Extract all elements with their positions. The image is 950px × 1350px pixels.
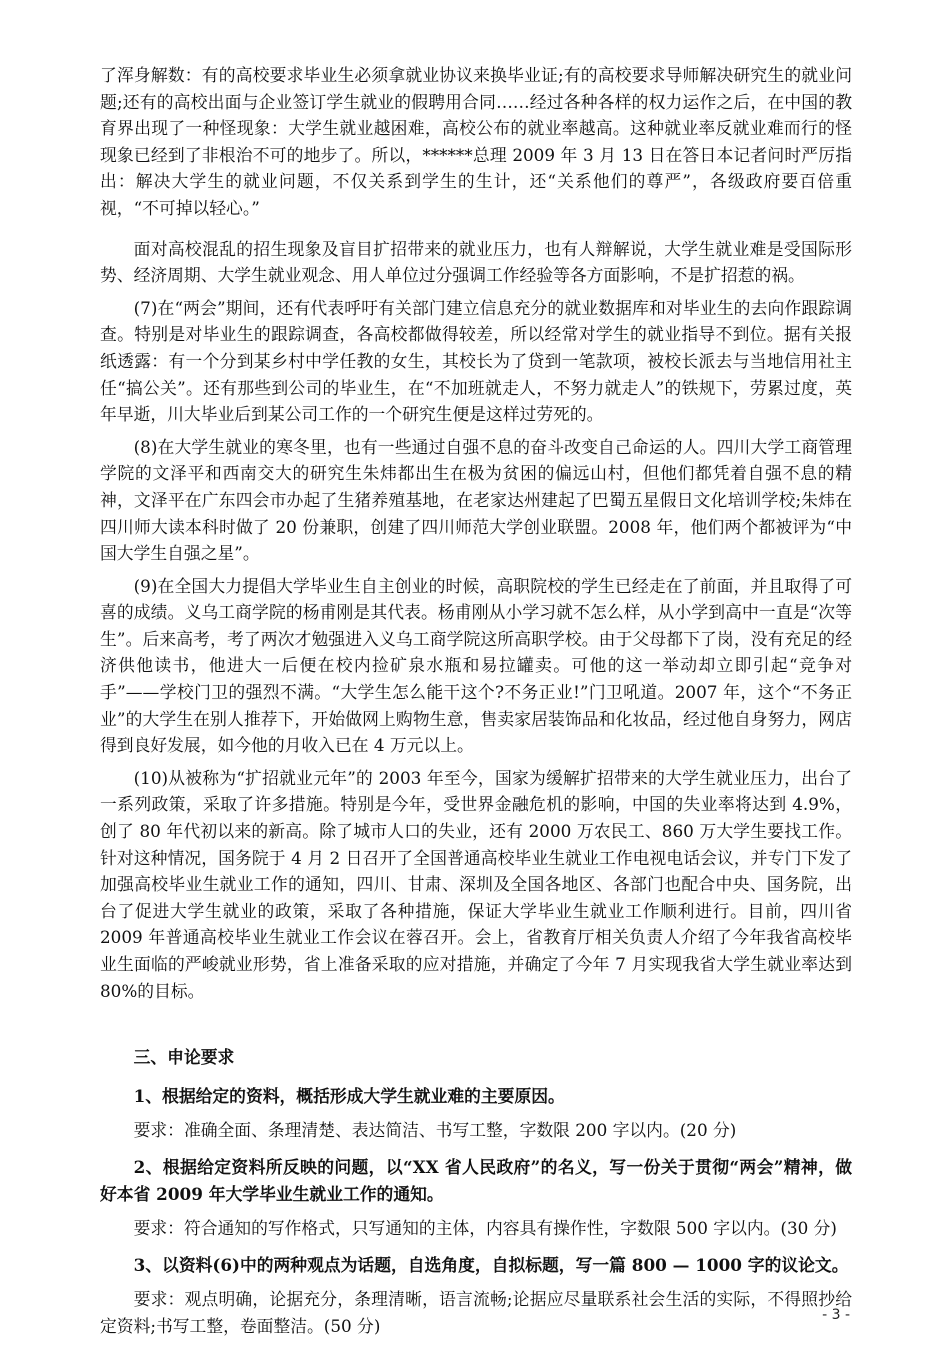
question-1: 1、根据给定的资料，概括形成大学生就业难的主要原因。 bbox=[133, 1085, 565, 1106]
paragraph-material-10: (10)从被称为“扩招就业元年”的 2003 年至今，国家为缓解扩招带来的大学生就业压力，出台了一系列政策，采取了许多措施。特别是今年，受世界金融危机的影响，中国的失业率将达到 4.9%，创了 80 年代初以来的新高。除了城市人口的失业，还有 2000 万农民工、860 万大学生要找工作。针对这种情况，国务院于 4 月 2 日召开了全国普通高校毕业生就业工作电视电话会议，并专门下发了加强高校毕业生就业工作的通知，四川、甘肃、深圳及全国各地区、各部门也配合中央、国务院，出台了促进大学生就业的政策，采取了各种措施，保证大学毕业生就业工作顺利进行。目前，四川省 2009 年普通高校毕业生就业工作会议在蓉召开。会上，省教育厅相关负责人介绍了今年我省高校毕业生面临的严峻就业形势，省上准备采取的应对措施，并确定了今年 7 月实现我省大学生就业率达到 80%的目标。 bbox=[100, 767, 852, 1001]
requirement-1: 要求：准确全面、条理清楚、表达简洁、书写工整，字数限 200 字以内。(20 分) bbox=[133, 1120, 737, 1141]
paragraph-material-9: (9)在全国大力提倡大学毕业生自主创业的时候，高职院校的学生已经走在了前面，并且取得了可喜的成绩。义乌工商学院的杨甫刚是其代表。杨甫刚从小学习就不怎么样，从小学到高中一直是“次等生”。后来高考，考了两次才勉强进入义乌工商学院这所高职学校。由于父母都下了岗，没有充足的经济供他读书，他进大一后便在校内捡矿泉水瓶和易拉罐卖。可他的这一举动却立即引起“竞争对手”——学校门卫的强烈不满。“大学生怎么能干这个?不务正业!”门卫吼道。2007 年，这个“不务正业”的大学生在别人推荐下，开始做网上购物生意，售卖家居装饰品和化妆品，经过他自身努力，网店得到良好发展，如今他的月收入已在 4 万元以上。 bbox=[100, 575, 852, 756]
paragraph-counterargument: 面对高校混乱的招生现象及盲目扩招带来的就业压力，也有人辩解说，大学生就业难是受国际形势、经济周期、大学生就业观念、用人单位过分强调工作经验等各方面影响，不是扩招惹的祸。 bbox=[100, 238, 852, 286]
question-3: 3、以资料(6)中的两种观点为话题，自选角度，自拟标题，写一篇 800 — 1000 字的议论文。 bbox=[133, 1254, 849, 1275]
requirement-3: 要求：观点明确，论据充分，条理清晰，语言流畅;论据应尽量联系社会生活的实际，不得照抄给定资料;书写工整，卷面整洁。(50 分) bbox=[100, 1289, 852, 1336]
requirement-2: 要求：符合通知的写作格式，只写通知的主体，内容具有操作性，字数限 500 字以内。(30 分) bbox=[133, 1218, 837, 1239]
page-number: - 3 - bbox=[822, 1307, 850, 1323]
paragraph-continuation: 了浑身解数：有的高校要求毕业生必须拿就业协议来换毕业证;有的高校要求导师解决研究生的就业问题;还有的高校出面与企业签订学生就业的假聘用合同……经过各种各样的权力运作之后，在中国的教育界出现了一种怪现象：大学生就业越困难，高校公布的就业率越高。这种就业率反就业难而行的怪现象已经到了非根治不可的地步了。所以，******总理 2009 年 3 月 13 日在答日本记者问时严厉指出：解决大学生的就业问题，不仅关系到学生的生计，还“关系他们的尊严”，各级政府要百倍重视，“不可掉以轻心。” bbox=[100, 65, 852, 218]
paragraph-material-8: (8)在大学生就业的寒冬里，也有一些通过自强不息的奋斗改变自己命运的人。四川大学工商管理学院的文泽平和西南交大的研究生朱炜都出生在极为贫困的偏远山村，但他们都凭着自强不息的精神，文泽平在广东四会市办起了生猪养殖基地，在老家达州建起了巴蜀五星假日文化培训学校;朱炜在四川师大读本科时做了 20 份兼职，创建了四川师范大学创业联盟。2008 年，他们两个都被评为“中国大学生自强之星”。 bbox=[100, 436, 852, 564]
document-page bbox=[100, 62, 852, 1350]
paragraph-material-7: (7)在“两会”期间，还有代表呼吁有关部门建立信息充分的就业数据库和对毕业生的去向作跟踪调查。特别是对毕业生的跟踪调查，各高校都做得较差，所以经常对学生的就业指导不到位。据有关报纸透露：有一个分到某乡村中学任教的女生，其校长为了贷到一笔款项，被校长派去与当地信用社主任“搞公关”。还有那些到公司的毕业生，在“不加班就走人，不努力就走人”的铁规下，劳累过度，英年早逝，川大毕业后到某公司工作的一个研究生便是这样过劳死的。 bbox=[100, 297, 852, 425]
section-heading: 三、申论要求 bbox=[133, 1047, 235, 1068]
question-2: 2、根据给定资料所反映的问题，以“XX 省人民政府”的名义，写一份关于贯彻“两会”精神，做好本省 2009 年大学毕业生就业工作的通知。 bbox=[100, 1156, 853, 1204]
